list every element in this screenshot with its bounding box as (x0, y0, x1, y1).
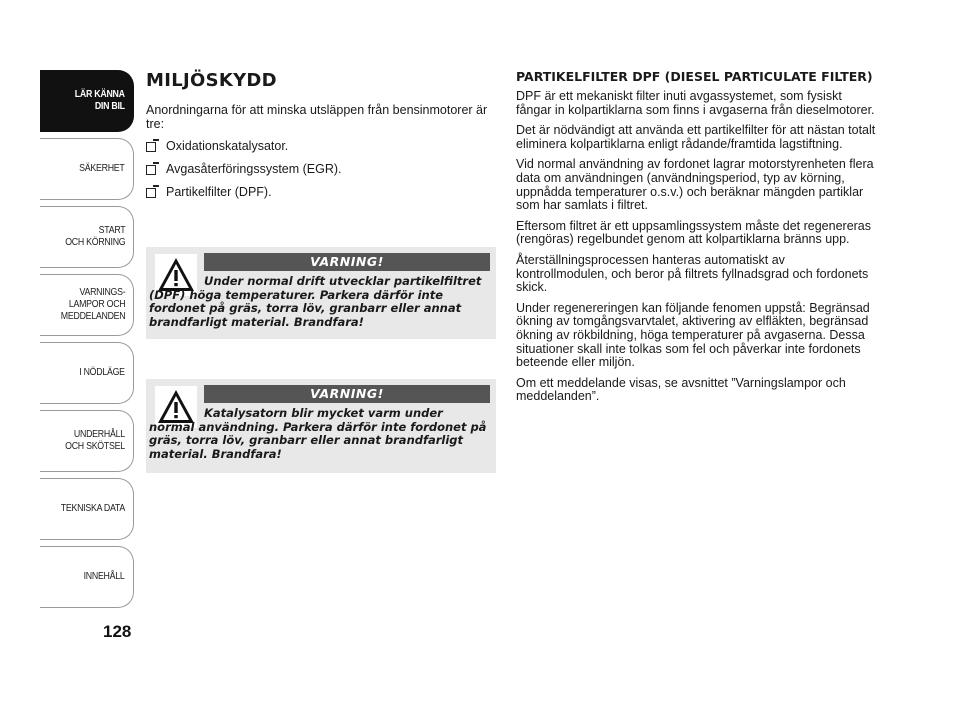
tab-label: INNEHÅLL (84, 571, 125, 582)
tab-label: I NÖDLÄGE (79, 367, 125, 378)
paragraph: Vid normal användning av fordonet lagrar motorstyrenheten flera data om användningen (användningsperiod, typ av körning, uppnådda temperaturer o.s.v.) och beräknar mängden partiklar som har samlats i filtret. (516, 157, 874, 213)
warning-header: VARNING! (204, 253, 490, 271)
intro-text: Anordningarna för att minska utsläppen från bensinmotorer är tre: (146, 103, 488, 131)
list-item-text: Partikelfilter (DPF). (166, 185, 272, 199)
tab-label: VARNINGS- LAMPOR OCH MEDDELANDEN (60, 287, 125, 322)
paragraph: Under regenereringen kan följande fenomen uppstå: Begränsad ökning av tomgångsvarvtalet, aktivering av elfläkten, begränsad ökning av rökbildning, höga temperaturer på avgaserna. Dessa situationer skall inte tolkas som fel och påverkar inte fordonets beteende eller miljön. (516, 300, 870, 370)
list-item (146, 162, 496, 176)
tab-sakerhet[interactable] (40, 138, 134, 200)
warning-text: Katalysatorn blir mycket varm under normal användning. Parkera därför inte fordonet på gräs, torra löv, granbarr eller annat brandfarligt material. Brandfara! (149, 406, 487, 461)
paragraph: Om ett meddelande visas, se avsnittet ”Varningslampor och meddelanden”. (516, 375, 846, 404)
list-item-text: Oxidationskatalysator. (166, 139, 289, 153)
page-number: 128 (103, 622, 132, 641)
list-item (146, 139, 496, 153)
tab-lar-kanna-din-bil[interactable] (40, 70, 134, 132)
subsection-heading: PARTIKELFILTER DPF (DIESEL PARTICULATE FILTER) (516, 69, 873, 84)
checkbox-bullet-icon (146, 165, 156, 175)
tab-label: TEKNISKA DATA (60, 503, 125, 514)
tab-underhall[interactable] (40, 410, 134, 472)
paragraph: Det är nödvändigt att använda ett partikelfilter för att nästan totalt eliminera kolpartiklarna enligt rådande/framtida lagstiftning. (516, 123, 876, 151)
tab-label: UNDERHÅLL OCH SKÖTSEL (65, 429, 125, 452)
tab-tekniska-data[interactable] (40, 478, 134, 540)
warning-text: Under normal drift utvecklar partikelfiltret (DPF) höga temperaturer. Parkera därför inte fordonet på gräs, torra löv, granbarr eller annat brandfarligt material. Brandfara! (149, 274, 482, 329)
list-item (146, 185, 496, 199)
chapter-tabs (40, 70, 134, 614)
tab-label: SÄKERHET (79, 163, 125, 174)
tab-innehall[interactable] (40, 546, 134, 608)
right-column (516, 70, 876, 411)
tab-i-nodlage[interactable] (40, 342, 134, 404)
warning-box (146, 247, 496, 339)
checkbox-bullet-icon (146, 188, 156, 198)
warning-box (146, 379, 496, 473)
list-item-text: Avgasåterföringssystem (EGR). (166, 162, 342, 176)
paragraph: DPF är ett mekaniskt filter inuti avgassystemet, som fysiskt fångar in kolpartiklarna som finns i avgaserna från dieselmotorer. (516, 89, 875, 117)
section-title: MILJÖSKYDD (146, 70, 277, 91)
paragraph: Eftersom filtret är ett uppsamlingssystem måste det regenereras (rengöras) regelbundet genom att kolpartiklarna bränns upp. (516, 218, 872, 247)
left-column (146, 70, 496, 208)
tab-label: START OCH KÖRNING (64, 225, 125, 248)
tab-label: LÄR KÄNNA DIN BIL (75, 89, 125, 112)
paragraph: Återställningsprocessen hanteras automatiskt av kontrollmodulen, och beror på filtrets fyllnadsgrad och fordonets skick. (516, 252, 869, 295)
tab-start-och-korning[interactable] (40, 206, 134, 268)
tab-varningslampor[interactable] (40, 274, 134, 336)
checkbox-bullet-icon (146, 142, 156, 152)
bullet-list (146, 139, 496, 199)
warning-header: VARNING! (204, 385, 490, 403)
